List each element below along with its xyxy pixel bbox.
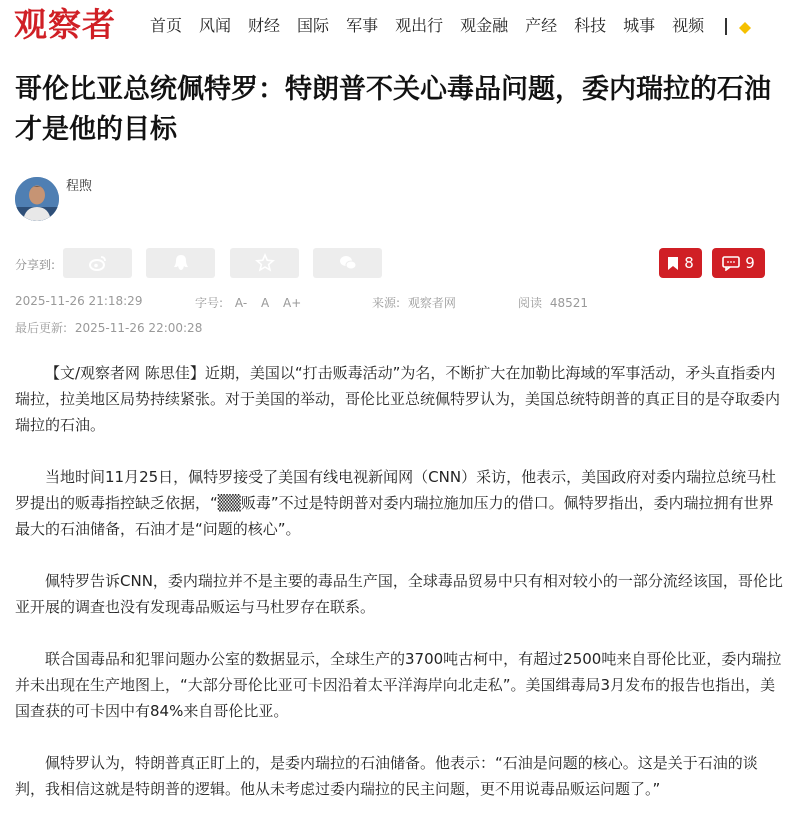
favorite-button[interactable] xyxy=(230,248,299,278)
article-title: 哥伦比亚总统佩特罗：特朗普不关心毒品问题，委内瑞拉的石油才是他的目标 xyxy=(15,74,771,145)
font-normal-button[interactable]: A xyxy=(260,296,270,310)
nav-item-video[interactable]: 视频 xyxy=(672,16,705,35)
qq-icon xyxy=(171,253,191,273)
nav-item-home[interactable]: 首页 xyxy=(150,16,183,35)
article-paragraph: 佩特罗告诉CNN，委内瑞拉并不是主要的毒品生产国，全球毒品贸易中只有相对较小的一部分流经该国，哥伦比亚开展的调查也没有发现毒品贩运与马杜罗存在联系。 xyxy=(15,572,783,616)
source-label: 来源: xyxy=(372,296,401,310)
font-size-control xyxy=(195,294,301,311)
wechat-icon xyxy=(338,253,358,273)
comment-count: 9 xyxy=(745,254,755,272)
article-body xyxy=(15,360,787,828)
nav-item-fengwen[interactable]: 风闻 xyxy=(199,16,232,35)
bookmark-count-button[interactable] xyxy=(659,248,702,278)
nav-divider xyxy=(725,18,727,35)
updated-label: 最后更新: xyxy=(15,321,68,335)
font-size-label: 字号: xyxy=(195,296,224,310)
site-header xyxy=(0,0,802,52)
share-label: 分享到: xyxy=(15,258,56,272)
share-qq-button[interactable] xyxy=(146,248,215,278)
publish-time: 2025-11-26 21:18:29 xyxy=(15,294,143,308)
nav-item-fintech[interactable]: 观金融 xyxy=(460,16,509,35)
bookmark-icon xyxy=(667,256,679,271)
author-name[interactable]: 程煦 xyxy=(66,179,93,194)
read-label: 阅读 xyxy=(518,296,543,310)
bookmark-count: 8 xyxy=(684,254,694,272)
font-smaller-button[interactable]: A- xyxy=(234,296,248,310)
site-logo[interactable]: 观察者 xyxy=(14,5,116,44)
last-updated xyxy=(15,319,202,336)
article-paragraph: 联合国毒品和犯罪问题办公室的数据显示，全球生产的3700吨古柯中，有超过2500吨来自哥伦比亚，委内瑞拉并未出现在生产地图上，“大部分哥伦比亚可卡因沿着太平洋海岸向北走私”。美国缉毒局3月发布的报告也指出，美国查获的可卡因中有84%来自哥伦比亚。 xyxy=(15,650,782,720)
article-paragraph: 佩特罗认为，特朗普真正盯上的，是委内瑞拉的石油储备。他表示：“石油是问题的核心。这是关于石油的谈判，我相信这就是特朗普的逻辑。他从未考虑过委内瑞拉的民主问题，更不用说毒品贩运问题了。” xyxy=(15,754,758,798)
nav-item-international[interactable]: 国际 xyxy=(297,16,330,35)
font-larger-button[interactable]: A+ xyxy=(283,296,302,310)
comment-count-button[interactable] xyxy=(712,248,765,278)
nav-item-industry[interactable]: 产经 xyxy=(525,16,558,35)
more-menu-icon[interactable] xyxy=(737,19,753,35)
source-info xyxy=(372,294,456,311)
read-count xyxy=(518,294,588,311)
star-icon xyxy=(255,253,275,273)
read-value: 48521 xyxy=(549,296,589,310)
comment-icon xyxy=(722,256,740,271)
source-name[interactable]: 观察者网 xyxy=(407,296,456,310)
nav-item-finance[interactable]: 财经 xyxy=(248,16,281,35)
main-nav xyxy=(150,13,753,39)
share-weibo-button[interactable] xyxy=(63,248,132,278)
article-paragraph: 当地时间11月25日，佩特罗接受了美国有线电视新闻网（CNN）采访，他表示，美国政府对委内瑞拉总统马杜罗提出的贩毒指控缺乏依据，“▒▒贩毒”不过是特朗普对委内瑞拉施加压力的借口。佩特罗指出，委内瑞拉拥有世界最大的石油储备，石油才是“问题的核心”。 xyxy=(15,468,777,538)
nav-item-tech[interactable]: 科技 xyxy=(574,16,607,35)
nav-item-travel[interactable]: 观出行 xyxy=(395,16,444,35)
nav-item-military[interactable]: 军事 xyxy=(346,16,379,35)
article-paragraph: 【文/观察者网 陈思佳】近期，美国以“打击贩毒活动”为名，不断扩大在加勒比海域的军事活动，矛头直指委内瑞拉，拉美地区局势持续紧张。对于美国的举动，哥伦比亚总统佩特罗认为，美国总统特朗普的真正目的是夺取委内瑞拉的石油。 xyxy=(15,364,781,434)
share-wechat-button[interactable] xyxy=(313,248,382,278)
nav-item-city[interactable]: 城事 xyxy=(623,16,656,35)
weibo-icon xyxy=(88,253,108,273)
updated-value: 2025-11-26 22:00:28 xyxy=(74,321,203,335)
author-avatar[interactable] xyxy=(15,177,59,221)
